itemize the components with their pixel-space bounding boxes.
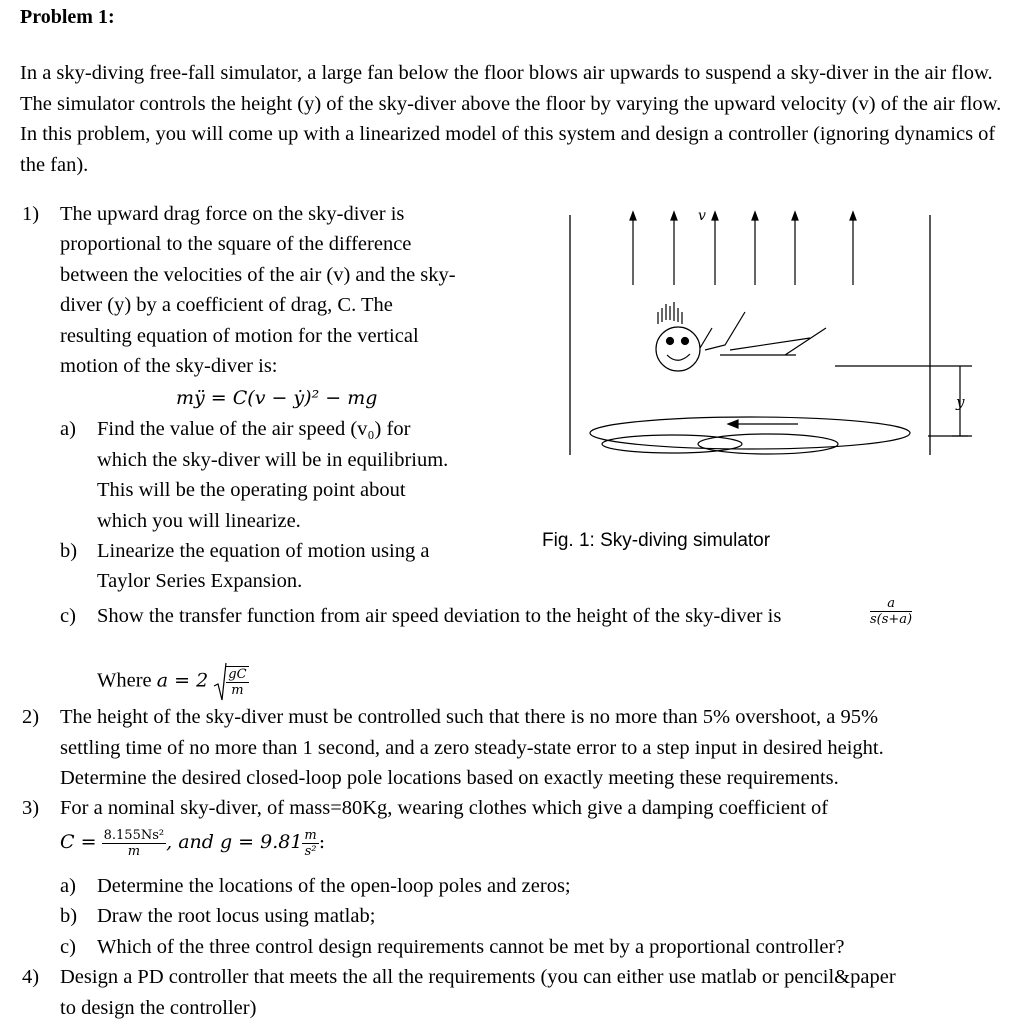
- tf-numerator: a: [870, 596, 912, 612]
- tf-denominator: s(s+a): [870, 612, 913, 627]
- q3-line: For a nominal sky-diver, of mass=80Kg, wearing clothes which give a damping coefficient of: [60, 797, 829, 819]
- q1-line: between the velocities of the air (v) and the sky-: [60, 264, 456, 286]
- q1b-line: Linearize the equation of motion using a: [97, 540, 430, 562]
- intro-paragraph: In a sky-diving free-fall simulator, a large fan below the floor blows air upwards to suspend a sky-diver in the air flow. The simulator controls the height (y) of the sky-diver above the floor by varying the upward velocity (v) of the air flow. In this problem, you will come up with a linearized model of this system and design a controller (ignoring dynamics of the fan).: [20, 62, 1002, 176]
- q3c-text: Which of the three control design requirements cannot be met by a proportional controller?: [97, 936, 845, 958]
- airflow-arrows: [630, 212, 856, 285]
- q3b-label: b): [60, 905, 78, 927]
- height-label: y: [956, 393, 965, 411]
- q2-line: settling time of no more than 1 second, and a zero steady-state error to a step input in desired height.: [60, 737, 884, 759]
- q4-number: 4): [22, 966, 40, 988]
- q3-number: 3): [22, 797, 40, 819]
- velocity-label: v: [698, 208, 706, 224]
- sqrt-expression: [213, 662, 248, 702]
- q2-line: The height of the sky-diver must be controlled such that there is no more than 5% overshoot, a 95%: [60, 706, 879, 728]
- sqrt-denominator: m: [231, 683, 244, 698]
- q2-number: 2): [22, 706, 40, 728]
- q3a-label: a): [60, 875, 76, 897]
- q1b-label: b): [60, 540, 78, 562]
- where-equation: a = 2: [156, 669, 209, 692]
- q1a-label: a): [60, 418, 76, 440]
- sky-diver-icon: [656, 302, 826, 371]
- q1a-line: which you will linearize.: [97, 510, 301, 532]
- fan-icon: [590, 417, 910, 454]
- figure-caption: Fig. 1: Sky-diving simulator: [542, 530, 771, 551]
- sqrt-numerator: gC: [228, 667, 247, 682]
- c-numerator: 8.155Ns²: [103, 828, 165, 843]
- g-fraction: [302, 828, 318, 859]
- transfer-function-fraction: [870, 596, 912, 627]
- c-denominator: m: [127, 844, 141, 859]
- q2-line: Determine the desired closed-loop pole locations based on exactly meeting these requirements.: [60, 767, 839, 789]
- c-fraction: [102, 828, 166, 859]
- q1-number: 1): [22, 203, 40, 225]
- q1-line: diver (y) by a coefficient of drag, C. The: [60, 294, 393, 316]
- q1-line: The upward drag force on the sky-diver is: [60, 203, 405, 225]
- g-numerator: m: [304, 828, 317, 843]
- c-lhs: C =: [60, 831, 97, 854]
- and-g-text: , and g = 9.81: [166, 831, 303, 854]
- sky-diving-simulator-figure: [560, 200, 980, 490]
- q1c-text: Show the transfer function from air speed deviation to the height of the sky-diver is: [97, 605, 782, 627]
- q4-line: to design the controller): [60, 997, 257, 1019]
- damping-coefficient-line: [60, 828, 325, 859]
- q1a-line: Find the value of the air speed (v₀) for: [97, 418, 411, 440]
- q3b-text: Draw the root locus using matlab;: [97, 905, 376, 927]
- where-line: [97, 662, 249, 702]
- q1-line: resulting equation of motion for the vertical: [60, 325, 419, 347]
- colon: :: [318, 831, 326, 854]
- height-dimension: [835, 366, 972, 436]
- q3a-text: Determine the locations of the open-loop poles and zeros;: [97, 875, 571, 897]
- q4-line: Design a PD controller that meets the all the requirements (you can either use matlab or pencil&paper: [60, 966, 896, 988]
- q1c-label: c): [60, 605, 76, 627]
- g-denominator: s²: [304, 844, 317, 859]
- where-text: Where: [97, 669, 152, 692]
- q3c-label: c): [60, 936, 76, 958]
- problem-title: Problem 1:: [20, 6, 115, 28]
- equation-of-motion: mÿ = C(v − ẏ)² − mg: [176, 387, 378, 409]
- q1b-line: Taylor Series Expansion.: [97, 570, 303, 592]
- q1-line: proportional to the square of the difference: [60, 233, 412, 255]
- sqrt-icon: [213, 662, 227, 702]
- q1a-line: This will be the operating point about: [97, 479, 406, 501]
- q1a-line: which the sky-diver will be in equilibrium.: [97, 449, 449, 471]
- q1-line: motion of the sky-diver is:: [60, 355, 278, 377]
